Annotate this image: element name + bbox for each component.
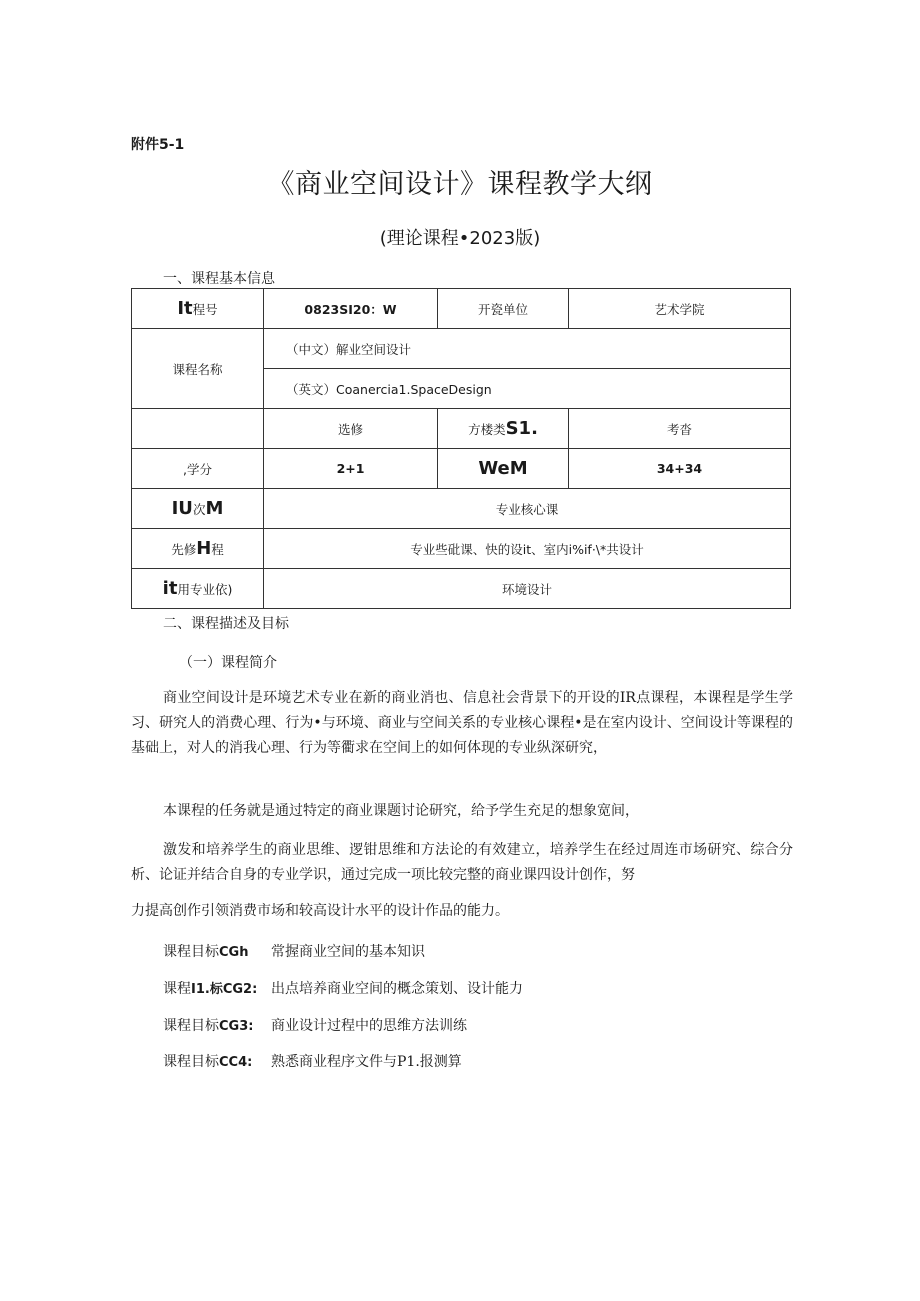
hours-label: WeM [438, 449, 569, 489]
hours-value: 34+34 [569, 449, 791, 489]
document-title: 《商业空间设计》课程教学大纲 [267, 169, 653, 200]
credits-value: 2+1 [264, 449, 438, 489]
course-goal-2: 课程I1.标CG2: 出点培养商业空间的概念策划、设计能力 [163, 981, 523, 997]
prerequisite-label: 先修H程 [132, 529, 264, 569]
intro-paragraph-4: 力提高创作引领消费市场和较高设计水平的设计作品的能力。 [131, 903, 509, 919]
intro-paragraph-3: 激发和培养学生的商业思维、逻钳思维和方法论的有效建立，培养学生在经过周连市场研究、综合分析、论证并结合自身的专业学识，通过完成一项比较完整的商业课四设计创作，努 [131, 842, 793, 883]
table-row [132, 529, 791, 569]
section-heading-description: 二、课程描述及目标 [163, 616, 289, 632]
course-goal-3: 课程目标CG3: 商业设计过程中的思维方法训练 [163, 1018, 467, 1034]
intro-paragraph-1: 商业空间设计是环境艺术专业在新的商业消也、信息社会背景下的开设的IR点课程，本课程是学生学习、研究人的消费心理、行为•与环境、商业与空间关系的专业核心课程•是在室内设计、空间设计等课程的基础上，对人的消我心理、行为等衢求在空间上的如何体现的专业纵深研究， [131, 690, 793, 756]
table-row [132, 449, 791, 489]
applicable-major-value: 环境设计 [264, 569, 791, 609]
assessment-value: 考沓 [569, 409, 791, 449]
course-name-cn: （中文）解业空间设计 [264, 329, 791, 369]
table-row [132, 489, 791, 529]
course-code-value: 0823SI20：W [264, 289, 438, 329]
credits-label: ,学分 [132, 449, 264, 489]
table-row [132, 289, 791, 329]
table-row [132, 409, 791, 449]
document-subtitle: (理论课程•2023版) [379, 228, 541, 249]
intro-paragraph-2: 本课程的任务就是通过特定的商业课题讨论研究，给予学生充足的想象宽间， [163, 803, 639, 819]
prerequisite-value: 专业些砒课、快的设it、室内i%if·\*共设计 [264, 529, 791, 569]
section-heading-basic-info: 一、课程基本信息 [163, 271, 275, 287]
course-name-en: （英文）Coanercia1.SpaceDesign [264, 369, 791, 409]
course-category-value: 专业核心课 [264, 489, 791, 529]
course-code-label: It程号 [132, 289, 264, 329]
unit-value: 艺术学院 [569, 289, 791, 329]
course-type-label [132, 409, 264, 449]
table-row [132, 569, 791, 609]
course-type-value: 选修 [264, 409, 438, 449]
assessment-label: 方楼类S1. [438, 409, 569, 449]
course-info-table [131, 288, 791, 609]
attachment-label: 附件5-1 [131, 137, 185, 153]
unit-label: 开瓷单位 [438, 289, 569, 329]
applicable-major-label: it用专业依) [132, 569, 264, 609]
course-goal-1: 课程目标CGh 常握商业空间的基本知识 [163, 944, 425, 960]
table-row [132, 329, 791, 369]
course-goal-4: 课程目标CC4: 熟悉商业程序文件与P1.报测算 [163, 1054, 462, 1070]
course-name-label: 课程名称 [132, 329, 264, 409]
course-category-label: IU次M [132, 489, 264, 529]
subsection-heading-intro: （一）课程简介 [179, 655, 277, 671]
